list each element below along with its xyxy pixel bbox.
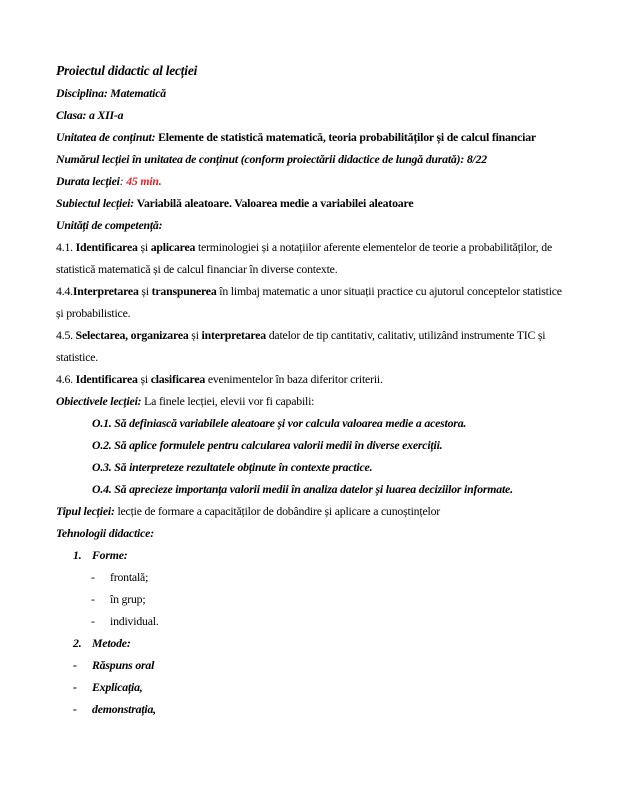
text-run: terminologiei și a notațiilor aferente elementelor de teorie a probabilităților, de statistică matematică și de calcul financiar în diverse contexte. [56, 240, 558, 276]
text-run: Disciplina: Matematică [56, 86, 166, 100]
text-run: Clasa: a XII-a [56, 108, 124, 122]
text-run: și [137, 240, 151, 254]
text-run: Interpretarea [72, 284, 139, 298]
text-run: Identificarea [75, 372, 138, 386]
text-run: frontală; [110, 570, 149, 584]
text-run: Elemente de statistică matematică, teoria probabilităților și de calcul financiar [158, 130, 536, 144]
text-run: evenimentelor în baza diferitor criterii. [205, 372, 383, 386]
text-run: Explicația, [92, 680, 143, 694]
forma-frontala [56, 566, 562, 588]
forma-individual [56, 610, 562, 632]
competence-4-4 [56, 280, 565, 324]
objective-o4 [56, 478, 562, 500]
field-disciplina [56, 82, 562, 104]
text-run: La finele lecției, elevii vor fi capabili: [144, 394, 315, 408]
text-run: Durata lecției [56, 174, 120, 188]
list-marker: 1. [73, 548, 82, 562]
field-numarul-lectiei [56, 148, 562, 170]
field-unitatea-de-continut [56, 126, 562, 148]
text-run: 4.6. [56, 372, 76, 386]
field-durata-lectiei [56, 170, 562, 192]
list-marker: - [73, 680, 77, 694]
heading-unitati-de-competenta [56, 214, 562, 236]
text-run: individual. [110, 614, 159, 628]
text-run: Răspuns oral [92, 658, 155, 672]
text-run: Numărul lecției în unitatea de conținut (conform proiectării didactice de lungă durată): 8/22 [56, 152, 488, 166]
list-item-metode [56, 632, 562, 654]
text-run: O.3. Să interpreteze rezultatele obținute în contexte practice. [92, 460, 373, 474]
heading-tehnologii-didactice [56, 522, 562, 544]
text-run: în limbaj matematic a unor situații practice cu ajutorul conceptelor statistice și probabilistice. [56, 284, 565, 320]
list-marker: 2. [73, 636, 82, 650]
list-marker: - [91, 592, 95, 606]
text-run: Subiectul lecției: [56, 196, 137, 210]
text-run: Metode: [92, 636, 131, 650]
field-tipul-lectiei [56, 500, 562, 522]
text-run: 4.1. [56, 240, 76, 254]
list-item-forme [56, 544, 562, 566]
competence-4-6 [56, 368, 562, 390]
metoda-explicatia [56, 676, 562, 698]
document-body [56, 60, 565, 720]
list-marker: - [73, 658, 77, 672]
forma-in-grup [56, 588, 562, 610]
text-run: lecție de formare a capacităților de dobândire și aplicare a cunoștințelor [117, 504, 440, 518]
text-run: și [188, 328, 202, 342]
text-run: Forme: [92, 548, 128, 562]
text-run: demonstrația, [92, 702, 156, 716]
text-run: aplicarea [150, 240, 196, 254]
field-clasa [56, 104, 562, 126]
text-run: interpretarea [201, 328, 266, 342]
text-run: Selectarea, organizarea [75, 328, 189, 342]
text-run: Variabilă aleatoare. Valoarea medie a variabilei aleatoare [136, 196, 414, 210]
heading-obiectivele-lectiei [56, 390, 562, 412]
competence-4-1 [56, 236, 562, 280]
list-marker: - [91, 570, 95, 584]
text-run: Tipul lecției: [56, 504, 118, 518]
competence-4-5 [56, 324, 562, 368]
text-run: datelor de tip cantitativ, calitativ, utilizând instrumente TIC și statistice. [56, 328, 549, 364]
text-run: Unități de competență: [56, 218, 163, 232]
text-run: 4.5. [56, 328, 76, 342]
text-run: Tehnologii didactice: [56, 526, 154, 540]
list-marker: - [91, 614, 95, 628]
objective-o3 [56, 456, 562, 478]
text-run: transpunerea [151, 284, 217, 298]
metoda-demonstratia [56, 698, 562, 720]
text-run: în grup; [110, 592, 146, 606]
text-run: O.2. Să aplice formulele pentru calcularea valorii medii în diverse exerciții. [92, 438, 443, 452]
text-run: 4.4. [56, 284, 73, 298]
text-run: : [119, 174, 127, 188]
text-run: O.1. Să definiască variabilele aleatoare și vor calcula valoarea medie a acestora. [92, 416, 467, 430]
text-run: și [137, 372, 151, 386]
metoda-raspuns-oral [56, 654, 562, 676]
text-run: și [138, 284, 152, 298]
list-marker: - [73, 702, 77, 716]
objective-o1 [56, 412, 562, 434]
text-run: clasificarea [150, 372, 206, 386]
text-run: Unitatea de conținut: [56, 130, 159, 144]
text-run: Obiectivele lecției: [56, 394, 145, 408]
text-run: O.4. Să aprecieze importanța valorii medii în analiza datelor și luarea deciziilor informate. [92, 482, 513, 496]
objective-o2 [56, 434, 562, 456]
text-run: Proiectul didactic al lecției [56, 63, 198, 78]
text-run: Identificarea [75, 240, 138, 254]
doc-title [56, 60, 562, 82]
text-run: 45 min. [126, 174, 162, 188]
field-subiectul-lectiei [56, 192, 562, 214]
